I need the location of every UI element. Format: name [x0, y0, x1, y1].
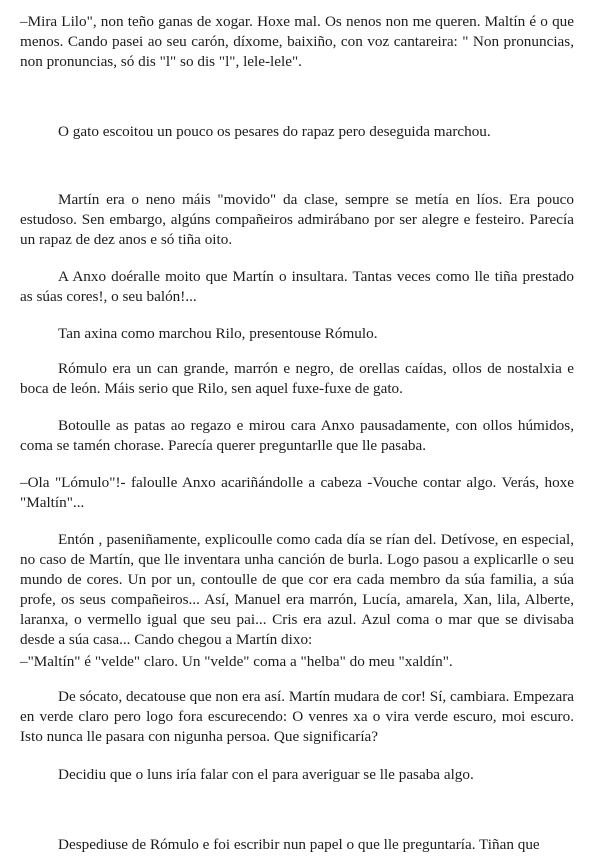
paragraph-3: Martín era o neno máis "movido" da clase, sempre se metía en líos. Era pouco estudoso. Sen embargo, algúns compañeiros admirábano por ser alegre e festeiro. Parecía un rapaz de dez anos e só tiña oito.: [20, 191, 574, 248]
paragraph-8: –Ola "Lómulo"!- faloulle Anxo acariñándolle a cabeza -Vouche contar algo. Verás, hoxe "Maltín"...: [20, 474, 574, 511]
paragraph-7: Botoulle as patas ao regazo e mirou cara Anxo pausadamente, con ollos húmidos, coma se tamén chorase. Parecía querer preguntarlle que lle pasaba.: [20, 417, 574, 454]
paragraph-11: De sócato, decatouse que non era así. Martín mudara de cor! Sí, cambiara. Empezara en verde claro pero logo fora escurecendo: O venres xa o vira verde escuro, moi escuro. Isto nunca lle pasara con nigunha persoa. Que significaría?: [20, 688, 574, 745]
paragraph-12: Decidiu que o luns iría falar con el para averiguar se lle pasaba algo.: [58, 766, 474, 783]
paragraph-13: Despediuse de Rómulo e foi escribir nun papel o que lle preguntaría. Tiñan que: [58, 836, 540, 853]
paragraph-2: O gato escoitou un pouco os pesares do rapaz pero deseguida marchou.: [58, 123, 491, 140]
paragraph-10: –"Maltín" é "velde" claro. Un "velde" coma a "helba" do meu "xaldín".: [20, 653, 453, 670]
paragraph-5: Tan axina como marchou Rilo, presentouse Rómulo.: [58, 325, 378, 342]
paragraph-1: –Mira Lilo", non teño ganas de xogar. Hoxe mal. Os nenos non me queren. Maltín é o que menos. Cando pasei ao seu carón, díxome, baixiño, con voz cantareira: " Non pronuncias, non pronuncias, só dis "l" so dis "l", lele-lele".: [20, 13, 574, 70]
paragraph-6: Rómulo era un can grande, marrón e negro, de orellas caídas, ollos de nostalxia e boca de león. Máis serio que Rilo, sen aquel fuxe-fuxe de gato.: [20, 360, 574, 397]
paragraph-9: Entón , paseniñamente, explicoulle como cada día se rían del. Detívose, en especial, no caso de Martín, que lle inventara unha canción de burla. Logo pasou a explicarlle o seu mundo de cores. Un por un, contoulle de que cor era cada membro da súa familia, a súa profe, os seus compañeiros... Así, Manuel era marrón, Lucía, amarela, Xan, lila, Alberte, laranxa, o vermello igual que seu pai... Cris era azul. Azul coma o mar que se divisaba desde a súa casa... Cando chegou a Martín dixo:: [20, 531, 574, 648]
paragraph-4: A Anxo doéralle moito que Martín o insultara. Tantas veces como lle tiña prestado as súas cores!, o seu balón!...: [20, 268, 574, 305]
